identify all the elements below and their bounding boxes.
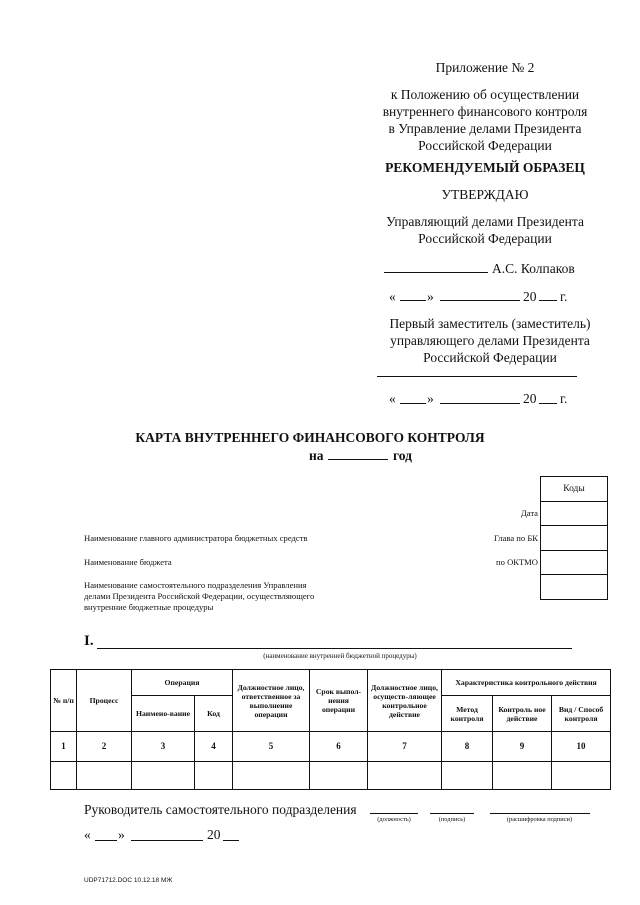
- deputy-title-line: Российской Федерации: [423, 350, 557, 365]
- header-controller: Должностное лицо, осуществ-ляющее контрольное действие: [368, 670, 442, 732]
- position-caption: (должность): [377, 816, 411, 823]
- header-process: Процесс: [77, 670, 132, 732]
- header-operation: Операция: [132, 670, 233, 696]
- decode-field[interactable]: [490, 813, 590, 814]
- regulation-line: внутреннего финансового контроля: [382, 104, 588, 119]
- decode-caption: (расшифровка подписи): [506, 816, 573, 823]
- manager-title-line: Управляющий делами Президента: [386, 214, 584, 229]
- codes-chapter-cell[interactable]: [541, 526, 608, 551]
- manager-month-field[interactable]: [440, 300, 520, 301]
- codes-date-cell[interactable]: [541, 501, 608, 526]
- header-control-method: Метод контроля: [442, 696, 493, 732]
- table-cell[interactable]: [310, 762, 368, 790]
- codes-date-label: Дата: [520, 508, 538, 518]
- manager-title-line: Российской Федерации: [418, 231, 552, 246]
- table-cell[interactable]: [132, 762, 195, 790]
- header-number: № п/п: [51, 670, 77, 732]
- table-cell[interactable]: [552, 762, 611, 790]
- codes-chapter-label: Глава по БК: [493, 533, 538, 543]
- codes-empty-cell[interactable]: [541, 575, 608, 600]
- budget-label: Наименование бюджета: [84, 557, 172, 567]
- regulation-line: к Положению об осуществлении: [390, 87, 580, 102]
- manager-name: А.С. Колпаков: [492, 261, 575, 276]
- table-cell[interactable]: [195, 762, 233, 790]
- manager-year-prefix: 20: [523, 289, 537, 304]
- signature-caption: (подпись): [438, 816, 466, 823]
- manager-year-suffix: г.: [560, 289, 568, 304]
- position-field[interactable]: [370, 813, 418, 814]
- recommended-sample-heading: РЕКОМЕНДУЕМЫЙ ОБРАЗЕЦ: [385, 160, 585, 175]
- signature-field[interactable]: [430, 813, 474, 814]
- column-number: 6: [310, 732, 368, 762]
- footer-year-field[interactable]: [223, 840, 239, 841]
- manager-date-open-quote: «: [389, 289, 396, 304]
- deputy-month-field[interactable]: [440, 403, 520, 404]
- codes-header: Коды: [541, 477, 608, 502]
- codes-table: [540, 476, 608, 600]
- appendix-number: Приложение № 2: [435, 60, 535, 75]
- table-cell[interactable]: [368, 762, 442, 790]
- header-control-action: Контроль ное действие: [493, 696, 552, 732]
- card-year-suffix: год: [393, 448, 412, 463]
- deputy-title-line: Первый заместитель (заместитель): [389, 316, 591, 331]
- footer-month-field[interactable]: [131, 840, 203, 841]
- column-number: 8: [442, 732, 493, 762]
- chief-admin-label: Наименование главного администратора бюджетных средств: [84, 533, 308, 543]
- card-year-prefix: на: [309, 448, 324, 463]
- regulation-line: Российской Федерации: [418, 138, 552, 153]
- footer-day-field[interactable]: [95, 840, 117, 841]
- column-number: 7: [368, 732, 442, 762]
- manager-signature-line[interactable]: [384, 272, 488, 273]
- deputy-signature-line[interactable]: [377, 376, 577, 377]
- regulation-reference: [360, 86, 610, 154]
- table-cell[interactable]: [442, 762, 493, 790]
- codes-oktmo-label: по ОКТМО: [496, 557, 538, 567]
- header-operation-name: Наимено-вание: [132, 696, 195, 732]
- header-control-characteristic: Характеристика контрольного действия: [442, 670, 611, 696]
- division-label-line: внутренние бюджетные процедуры: [84, 602, 214, 612]
- section-numeral: I.: [84, 633, 94, 649]
- deputy-title: [360, 315, 620, 366]
- division-head-label: Руководитель самостоятельного подразделения: [84, 802, 357, 817]
- codes-oktmo-cell[interactable]: [541, 550, 608, 575]
- table-row: [51, 762, 611, 790]
- deputy-date-open-quote: «: [389, 391, 396, 406]
- deputy-day-field[interactable]: [400, 403, 426, 404]
- column-number: 3: [132, 732, 195, 762]
- control-map-table: [50, 669, 611, 790]
- approve-heading: УТВЕРЖДАЮ: [441, 187, 529, 202]
- deputy-year-prefix: 20: [523, 391, 537, 406]
- manager-day-field[interactable]: [400, 300, 426, 301]
- deputy-title-line: управляющего делами Президента: [390, 333, 590, 348]
- table-cell[interactable]: [493, 762, 552, 790]
- column-number: 2: [77, 732, 132, 762]
- procedure-name-caption: (наименование внутренней бюджетной процедуры): [263, 652, 417, 660]
- header-responsible-official: Должностное лицо, ответственное за выполнение операции: [233, 670, 310, 732]
- division-label-line: делами Президента Российской Федерации, осуществляющего: [84, 591, 315, 601]
- card-year-field[interactable]: [328, 459, 388, 460]
- card-title: КАРТА ВНУТРЕННЕГО ФИНАНСОВОГО КОНТРОЛЯ: [135, 430, 485, 445]
- regulation-line: в Управление делами Президента: [388, 121, 582, 136]
- manager-year-field[interactable]: [539, 300, 557, 301]
- division-label-line: Наименование самостоятельного подразделения Управления: [84, 580, 307, 590]
- division-label: [84, 580, 314, 613]
- column-number: 10: [552, 732, 611, 762]
- deputy-date-close-quote: »: [427, 391, 434, 406]
- deputy-year-field[interactable]: [539, 403, 557, 404]
- header-control-type: Вид / Способ контроля: [552, 696, 611, 732]
- column-number: 1: [51, 732, 77, 762]
- column-number: 5: [233, 732, 310, 762]
- footer-date-open-quote: «: [84, 827, 91, 842]
- table-cell[interactable]: [233, 762, 310, 790]
- table-cell[interactable]: [51, 762, 77, 790]
- table-cell[interactable]: [77, 762, 132, 790]
- manager-date-close-quote: »: [427, 289, 434, 304]
- document-code: UDP71712.DOC 10.12.18 МЖ: [84, 877, 173, 884]
- procedure-name-field[interactable]: [97, 648, 572, 649]
- header-term: Срок выпол-нения операции: [310, 670, 368, 732]
- manager-title: [360, 213, 610, 247]
- column-number: 9: [493, 732, 552, 762]
- header-operation-code: Код: [195, 696, 233, 732]
- column-number: 4: [195, 732, 233, 762]
- deputy-year-suffix: г.: [560, 391, 568, 406]
- footer-date-close-quote: »: [118, 827, 125, 842]
- footer-year-prefix: 20: [207, 827, 221, 842]
